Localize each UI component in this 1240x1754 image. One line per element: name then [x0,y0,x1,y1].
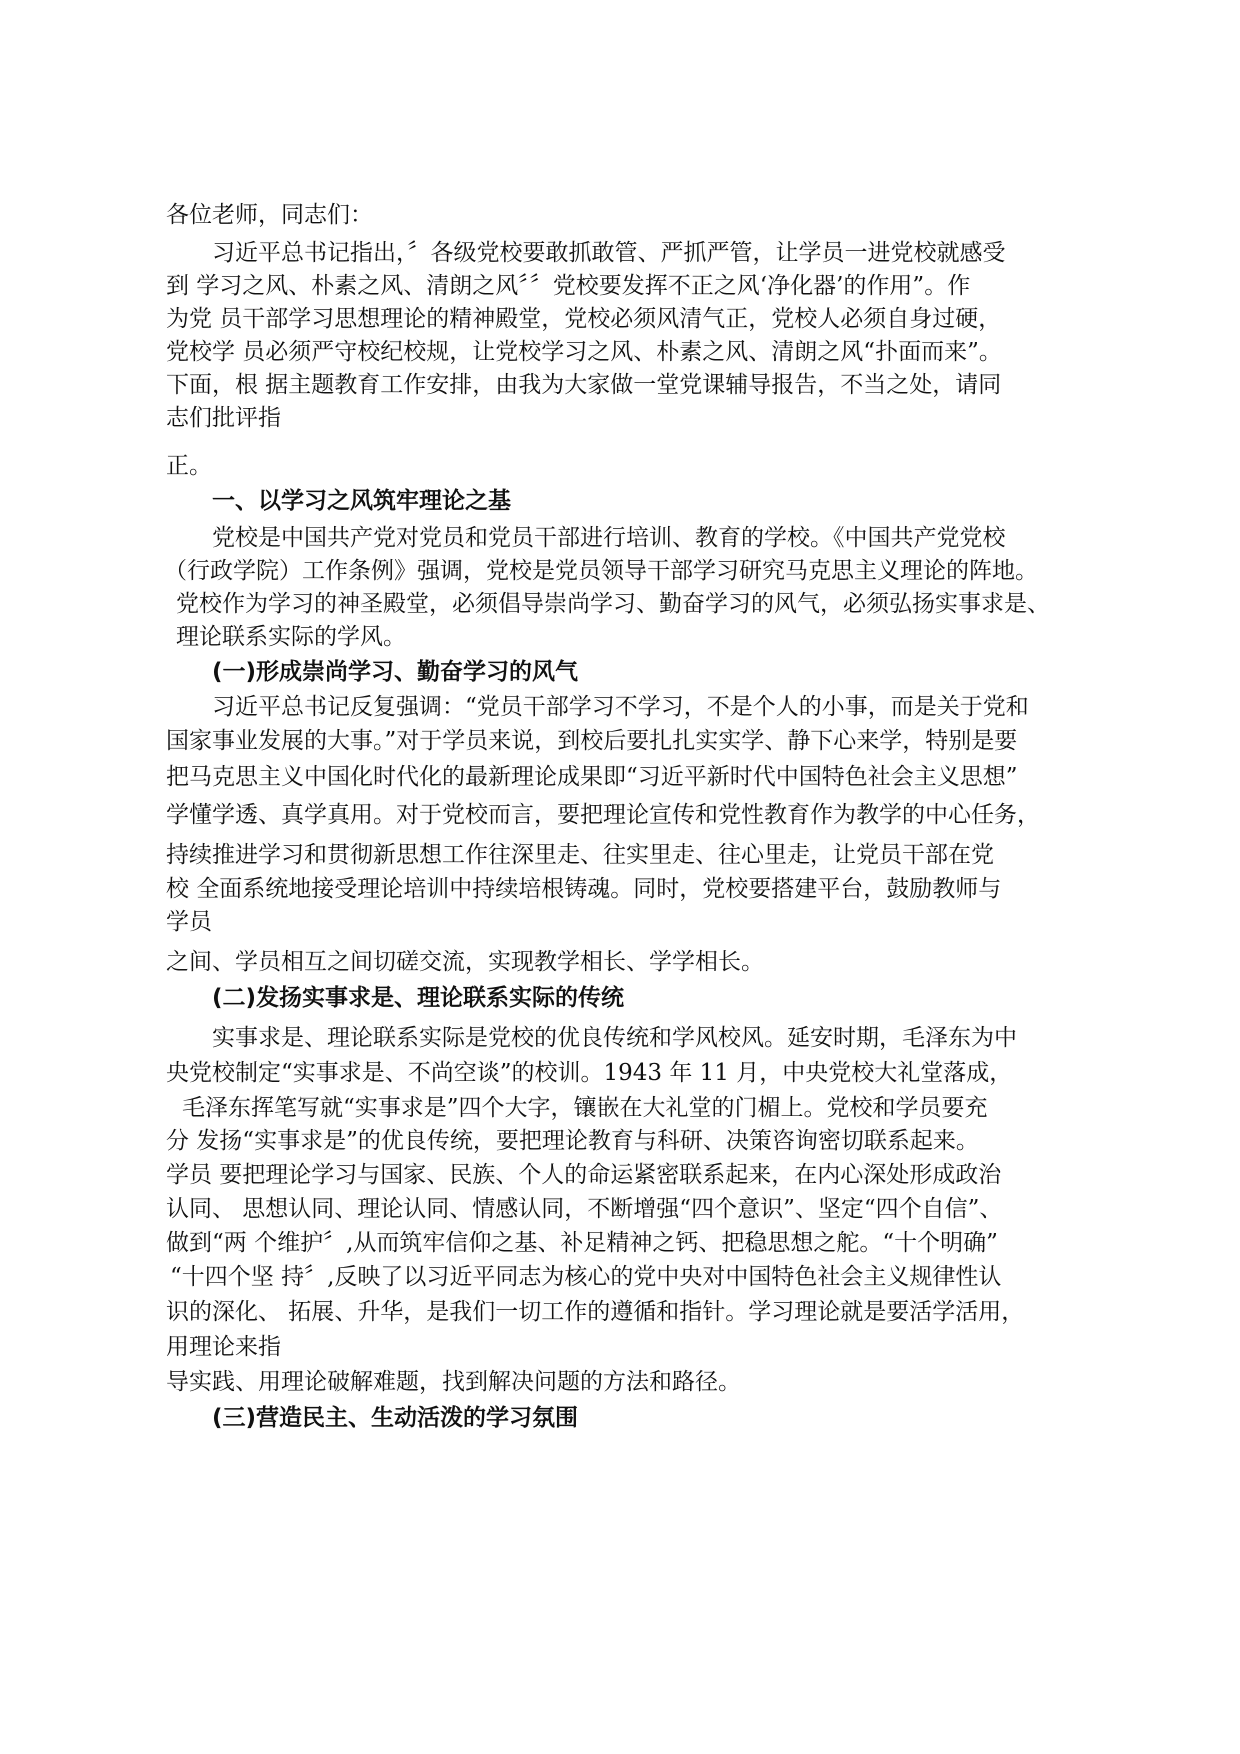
sub1-line: 之间、学员相互之间切磋交流，实现教学相长、学学相长。 [166,949,764,975]
sub2-line: 认同、 思想认同、理论认同、情感认同，不断增强“四个意识”、坚定“四个自信”、 [166,1196,1003,1222]
intro-line: 正。 [166,453,212,479]
section-heading-1: 一、以学习之风筑牢理论之基 [212,488,511,514]
sub1-line: 持续推进学习和贯彻新思想工作往深里走、往实里走、往心里走，让党员干部在党 [166,842,994,868]
sub2-line: 用理论来指 [166,1334,281,1360]
sub2-line: “十四个坚 持〞,反映了以习近平同志为核心的党中央对中国特色社会主义规律性认 [170,1264,1002,1290]
subsection-heading-2: (二)发扬实事求是、理论联系实际的传统 [212,985,625,1011]
sub2-line: 导实践、用理论破解难题，找到解决问题的方法和路径。 [166,1369,741,1395]
sub2-line: 做到“两 个维护〞,从而筑牢信仰之基、补足精神之钙、把稳思想之舵。“十个明确” [166,1230,998,1256]
greeting: 各位老师，同志们： [166,202,373,228]
sub2-line: 识的深化、 拓展、升华，是我们一切工作的遵循和指针。学习理论就是要活学活用， [166,1299,1025,1325]
intro-line: 党校学 员必须严守校纪校规，让党校学习之风、朴素之风、清朗之风“扑面而来”。 [166,339,1002,365]
sub2-line: 分 发扬“实事求是”的优良传统，要把理论教育与科研、决策咨询密切联系起来。 [166,1128,979,1154]
section1-line: 理论联系实际的学风。 [176,624,406,650]
sub2-line: 毛泽东挥笔写就“实事求是”四个大字，镶嵌在大礼堂的门楣上。党校和学员要充 [182,1095,988,1121]
sub1-line: 学员 [166,909,212,935]
intro-line: 下面，根 据主题教育工作安排，由我为大家做一堂党课辅导报告，不当之处，请同 [166,372,1002,398]
sub2-line: 学员 要把理论学习与国家、民族、个人的命运紧密联系起来，在内心深处形成政治 [166,1162,1002,1188]
intro-line: 为党 员干部学习思想理论的精神殿堂，党校必须风清气正，党校人必须自身过硬， [166,306,1002,332]
sub1-line: 习近平总书记反复强调：“党员干部学习不学习，不是个人的小事，而是关于党和 [212,694,1029,720]
section1-line: 党校是中国共产党对党员和党员干部进行培训、教育的学校。《中国共产党党校 [212,525,1006,551]
sub1-line: 把马克思主义中国化时代化的最新理论成果即“习近平新时代中国特色社会主义思想” [166,764,1018,790]
section1-line: （行政学院）工作条例》强调，党校是党员领导干部学习研究马克思主义理论的阵地。 [164,558,1038,584]
subsection-heading-1: (一)形成崇尚学习、勤奋学习的风气 [212,659,579,685]
sub1-line: 学懂学透、真学真用。对于党校而言，要把理论宣传和党性教育作为教学的中心任务， [166,802,1040,828]
intro-line: 到 学习之风、朴素之风、清朗之风〞〞党校要发挥不正之风‘净化器’的作用”。作 [166,273,971,299]
subsection-heading-3: (三)营造民主、生动活泼的学习氛围 [212,1405,579,1431]
sub1-line: 校 全面系统地接受理论培训中持续培根铸魂。同时，党校要搭建平台，鼓励教师与 [166,876,1002,902]
intro-line: 习近平总书记指出，〞各级党校要敢抓敢管、严抓严管，让学员一进党校就感受 [212,240,1006,266]
sub2-line: 实事求是、理论联系实际是党校的优良传统和学风校风。延安时期，毛泽东为中 [212,1025,1017,1051]
sub2-line: 央党校制定“实事求是、不尚空谈”的校训。1943 年 11 月，中央党校大礼堂落成， [166,1060,1013,1086]
intro-line: 志们批评指 [166,405,281,431]
sub1-line: 国家事业发展的大事。”对于学员来说，到校后要扎扎实实学、静下心来学，特别是要 [166,728,1018,754]
section1-line: 党校作为学习的神圣殿堂，必须倡导崇尚学习、勤奋学习的风气，必须弘扬实事求是、 [176,591,1050,617]
